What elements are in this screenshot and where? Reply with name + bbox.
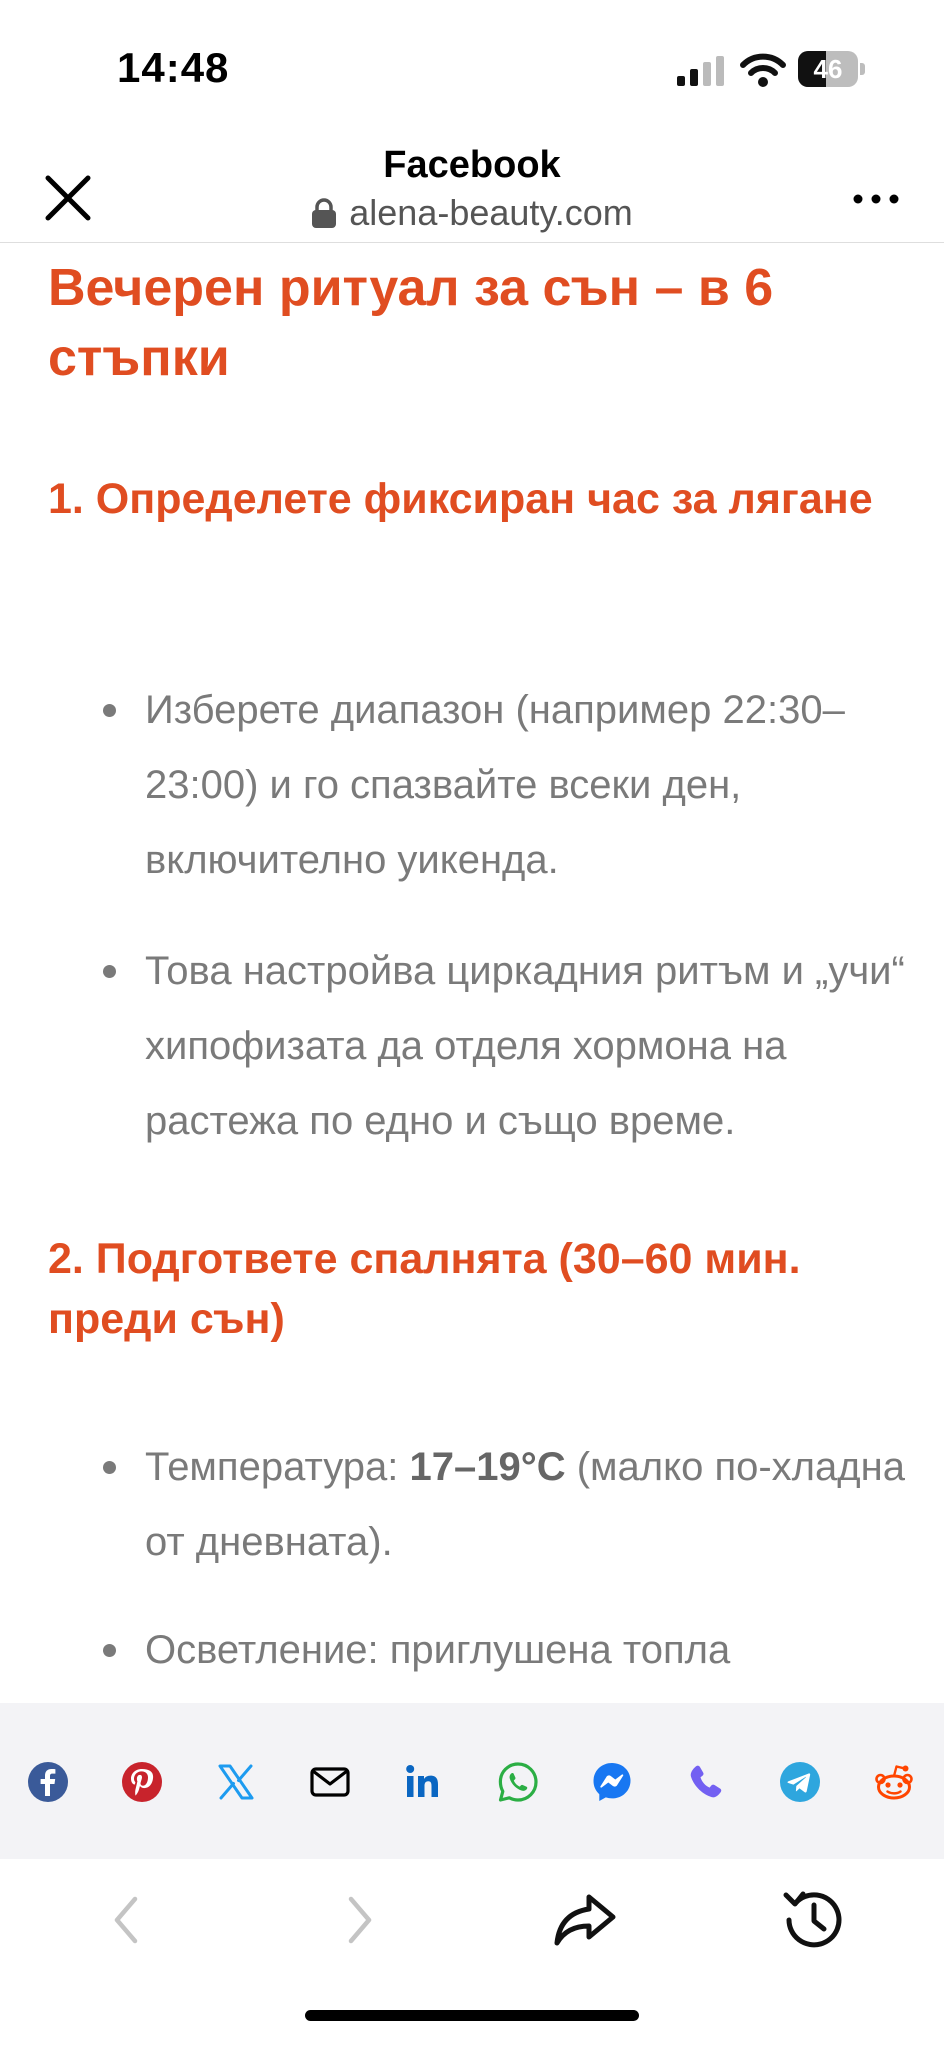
article-content (0, 243, 944, 1703)
share-bar (0, 1703, 944, 1859)
list-item-text: Изберете диапазон (например 22:30–23:00) и го спазвайте всеки ден, включително уикенда. (145, 688, 845, 882)
bullet-dot (103, 965, 116, 978)
facebook-icon[interactable] (26, 1760, 70, 1804)
linkedin-icon[interactable] (402, 1760, 446, 1804)
url-display[interactable] (0, 192, 944, 234)
browser-header (0, 130, 944, 243)
back-arrow-icon[interactable] (93, 1885, 163, 1955)
lock-icon (311, 198, 337, 228)
cellular-signal-icon (677, 56, 727, 86)
list-item-text: Това настройва циркадния ритъм и „учи“ хипофизата да отделя хормона на растежа по едно и също време. (145, 949, 905, 1143)
share-arrow-icon[interactable] (551, 1885, 621, 1955)
status-bar (0, 0, 944, 130)
home-indicator (305, 2010, 639, 2021)
list-item-text: Температура: 17–19°C (малко по-хладна от дневната). (145, 1445, 905, 1564)
x-icon[interactable] (214, 1760, 258, 1804)
article-title: Вечерен ритуал за сън – в 6 стъпки (48, 259, 774, 387)
url-text: alena-beauty.com (349, 192, 633, 233)
telegram-icon[interactable] (778, 1760, 822, 1804)
browser-title: Facebook (383, 144, 561, 186)
forward-arrow-icon[interactable] (323, 1885, 393, 1955)
bullet-dot (103, 1461, 116, 1474)
battery-icon (798, 51, 866, 87)
section-heading: 1. Определете фиксиран час за лягане (48, 475, 873, 523)
history-icon[interactable] (778, 1885, 848, 1955)
messenger-icon[interactable] (590, 1760, 634, 1804)
whatsapp-icon[interactable] (496, 1760, 540, 1804)
battery-percent: 46 (813, 54, 843, 84)
list-item-text: Осветление: приглушена топла (145, 1628, 731, 1672)
bullet-dot (103, 704, 116, 717)
pinterest-icon[interactable] (120, 1760, 164, 1804)
reddit-icon[interactable] (872, 1760, 916, 1804)
status-time: 14:48 (117, 44, 230, 91)
bullet-dot (103, 1644, 116, 1657)
email-icon[interactable] (308, 1760, 352, 1804)
section-heading: 2. Подгответе спалнята (30–60 мин. преди сън) (48, 1235, 801, 1343)
more-options-icon[interactable] (852, 184, 900, 214)
viber-icon[interactable] (684, 1760, 728, 1804)
wifi-icon (740, 52, 786, 88)
